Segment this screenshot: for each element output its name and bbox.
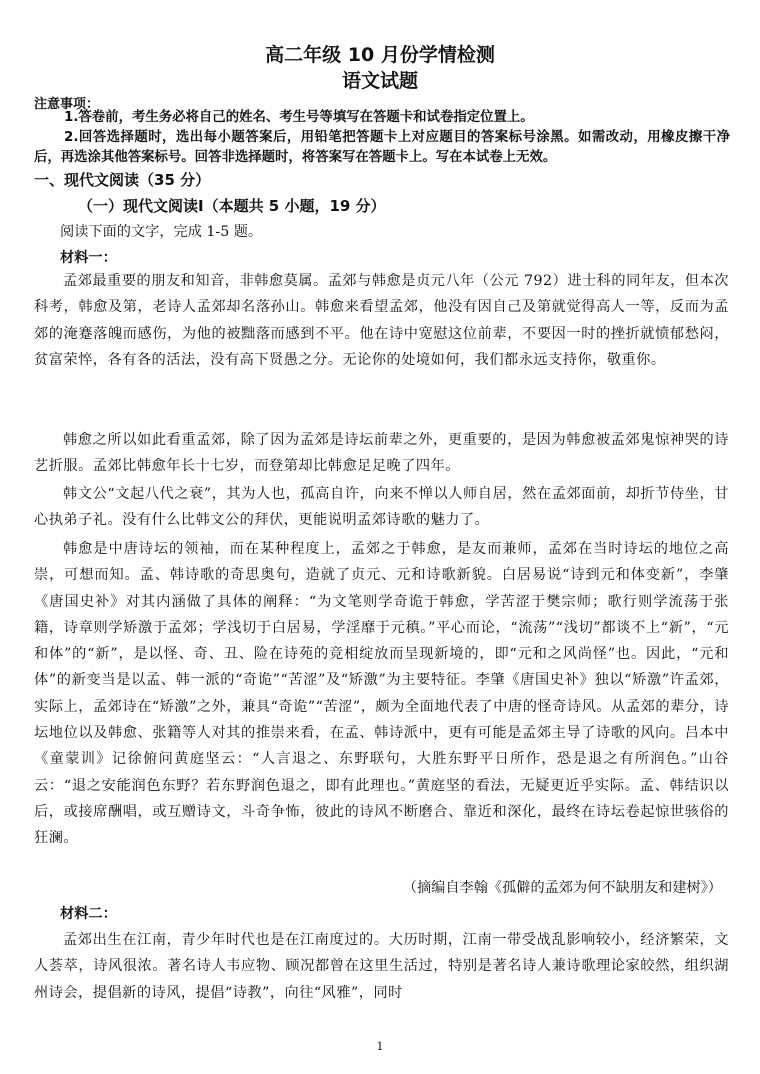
material-1-label: 材料一： [60, 250, 117, 266]
material-1-paragraph: 韩愈是中唐诗坛的领袖，而在某种程度上，孟郊之于韩愈，是友而兼师，孟郊在当时诗坛的地位之高崇，可想而知。孟、韩诗歌的奇思奥句，造就了贞元、元和诗歌新貌。白居易说“诗到元和体变新”，李肇《唐国史补》对其内涵做了具体的阐释：“为文笔则学奇诡于韩愈，学苦涩于樊宗师；歌行则学流荡于张籍，诗章则学矫激于孟郊；学浅切于白居易，学淫靡于元稹。”平心而论，“流荡”“浅切”都谈不上“新”，“元和体”的“新”，是以怪、奇、丑、险在诗苑的竞相绽放而呈现新境的，即“元和之风尚怪”也。因此，“元和体”的新变当是以孟、韩一派的“奇诡”“苦涩”及“矫激”为主要特征。李肇《唐国史补》独以“矫激”许孟郊，实际上，孟郊诗在“矫激”之外，兼具“奇诡”“苦涩”，颇为全面地代表了中唐的怪奇诗风。从孟郊的辈分，诗坛地位以及韩愈、张籍等人对其的推崇来看，在孟、韩诗派中，更有可能是孟郊主导了诗歌的风向。吕本中《童蒙训》记徐俯问黄庭坚云：“人言退之、东野联句，大胜东野平日所作，恐是退之有所润色。”山谷云：“退之安能润色东野？若东野润色退之，即有此理也。”黄庭坚的看法，无疑更近乎实际。孟、韩结识以后，或接席酬唱，或互赠诗文，斗奇争怖，彼此的诗风不断磨合、靠近和深化，最终在诗坛卷起惊世骇俗的狂澜。 [34, 541, 729, 847]
notice-item-2: 2.回答选择题时，选出每小题答案后，用铅笔把答题卡上对应题目的答案标号涂黑。如需改动，用橡皮擦干净后，再选涂其他答案标号。回答非选择题时，将答案写在答题卡上。写在本试卷上无效。 [34, 130, 730, 165]
material-2-label: 材料二： [60, 906, 117, 922]
material-1-paragraph: 韩文公“文起八代之衰”，其为人也，孤高自许，向来不惮以人师自居，然在孟郊面前，却折节侍坐，甘心执弟子礼。没有什么比韩文公的拜伏，更能说明孟郊诗歌的魅力了。 [34, 486, 729, 529]
notice-item-1: 1.答卷前，考生务必将自己的姓名、考生号等填写在答题卡和试卷指定位置上。 [64, 110, 534, 125]
subsection-title: （一）现代文阅读Ⅰ（本题共 5 小题，19 分） [78, 197, 386, 215]
page-number: 1 [376, 1040, 384, 1053]
section-title: 一、现代文阅读（35 分） [34, 171, 211, 189]
material-1-source: （摘编自李翰《孤僻的孟郊为何不缺朋友和建树》） [402, 880, 722, 896]
reading-instruction: 阅读下面的文字，完成 1-5 题。 [60, 224, 263, 240]
material-1-paragraph: 孟郊最重要的朋友和知音，非韩愈莫属。孟郊与韩愈是贞元八年（公元 792）进士科的同年友，但本次科考，韩愈及第，老诗人孟郊却名落孙山。韩愈来看望孟郊，他没有因自己及第就觉得高人一等，反而为孟郊的淹蹇落魄而感伤，为他的被黜落而感到不平。他在诗中宽慰这位前辈，不要因一时的挫折就愤郁愁闷，贫富荣悴，各有各的活法，没有高下贤愚之分。无论你的处境如何，我们都永远支持你，敬重你。 [34, 273, 729, 368]
material-1-paragraph: 韩愈之所以如此看重孟郊，除了因为孟郊是诗坛前辈之外，更重要的，是因为韩愈被孟郊鬼惊神哭的诗艺折服。孟郊比韩愈年长十七岁，而登第却比韩愈足足晚了四年。 [34, 432, 729, 475]
material-2-paragraph: 孟郊出生在江南，青少年时代也是在江南度过的。大历时期，江南一带受战乱影响较小，经济繁荣，文人荟萃，诗风很浓。著名诗人韦应物、顾况都曾在这里生活过，特别是著名诗人兼诗歌理论家皎然，组织湖州诗会，提倡新的诗风，提倡“诗教”，向往“风雅”，同时 [34, 932, 729, 1001]
exam-subtitle: 语文试题 [341, 70, 418, 92]
notice-heading: 注意事项： [34, 97, 100, 112]
exam-title: 高二年级 10 月份学情检测 [265, 44, 495, 66]
